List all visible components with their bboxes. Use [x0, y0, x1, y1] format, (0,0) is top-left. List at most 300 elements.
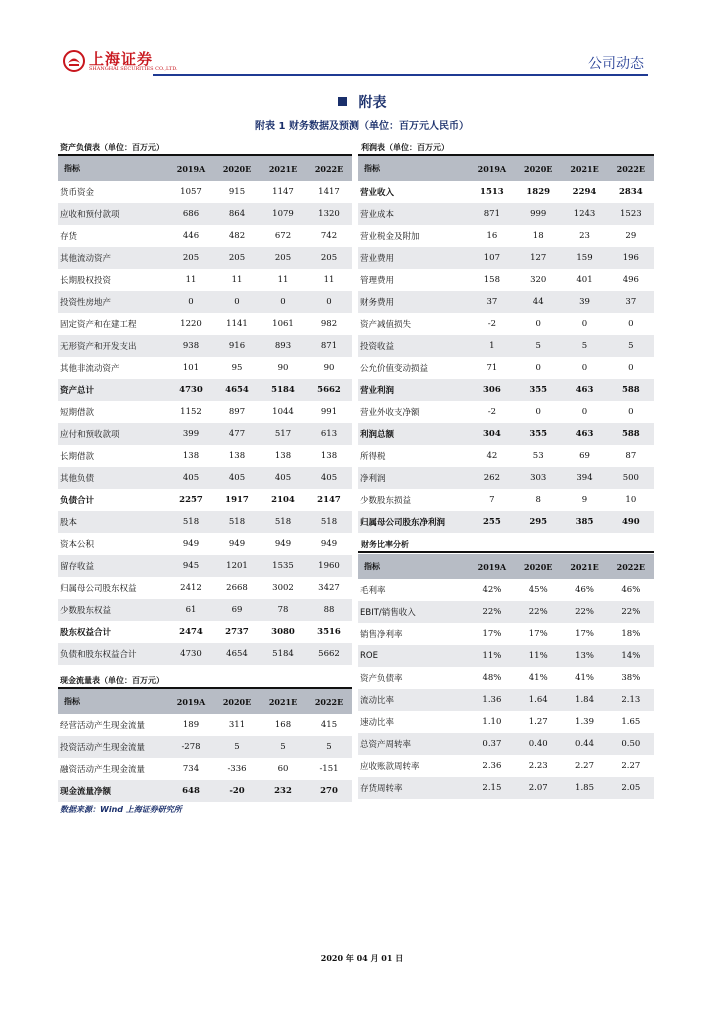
cell-value: 394: [561, 467, 607, 489]
cell-value: 2.07: [515, 777, 561, 799]
cell-value: 588: [608, 379, 654, 401]
cell-value: 3516: [317, 627, 341, 637]
row-label: 无形资产和开发支出: [58, 335, 168, 357]
table-row: [358, 291, 654, 313]
cell-value: 0: [581, 319, 588, 329]
table-row: [358, 733, 654, 755]
cell-value: 138: [228, 451, 246, 461]
cell-value: 949: [182, 539, 200, 549]
cell-value: 196: [608, 247, 654, 269]
appendix-heading: [0, 92, 724, 112]
cell-value: 0.44: [561, 733, 607, 755]
cell-value: 17%: [575, 629, 594, 639]
cell-value: 11: [185, 275, 197, 285]
cell-value: 518: [306, 511, 352, 533]
cell-value: 2834: [619, 187, 643, 197]
cell-value: 29: [625, 231, 637, 241]
cell-value: 17%: [482, 629, 502, 639]
cell-value: 42: [486, 451, 498, 461]
cell-value: 23: [579, 231, 590, 241]
logo-emblem-icon: [63, 50, 85, 72]
cell-value: 205: [260, 247, 306, 269]
cell-value: 2.05: [608, 777, 654, 799]
cell-value: 46%: [575, 585, 594, 595]
cell-value: 138: [182, 451, 200, 461]
cash-flow-table: [58, 689, 352, 802]
cell-value: 648: [168, 780, 214, 802]
cell-value: 5184: [260, 379, 306, 401]
cell-value: 5: [515, 335, 561, 357]
table-row: [58, 467, 352, 489]
table-row: [358, 423, 654, 445]
column-header-year: 2022E: [608, 554, 654, 579]
cell-value: 463: [561, 423, 607, 445]
table-row: [58, 401, 352, 423]
balance-sheet-title: 资产负债表（单位：百万元）: [60, 143, 164, 152]
cell-value: 189: [182, 720, 200, 730]
cell-value: 168: [274, 720, 292, 730]
cell-value: 518: [168, 511, 214, 533]
cell-value: 3080: [271, 627, 295, 637]
cell-value: 4730: [168, 379, 214, 401]
cell-value: 87: [625, 451, 637, 461]
row-label: 归属母公司股东净利润: [358, 511, 469, 533]
cell-value: 9: [581, 495, 588, 505]
cell-value: 270: [306, 780, 352, 802]
column-header-year: 2021E: [561, 156, 607, 181]
column-header-indicator: 指标: [58, 689, 168, 714]
table-row: [58, 357, 352, 379]
cell-value: 1.10: [482, 717, 502, 727]
cell-value: 303: [515, 467, 561, 489]
cell-value: 0.50: [608, 733, 654, 755]
column-header-year: 2021E: [561, 554, 607, 579]
cell-value: 11%: [515, 645, 561, 667]
report-type-title: 公司动态: [588, 56, 644, 72]
cell-value: 1.64: [515, 689, 561, 711]
cell-value: 11: [323, 275, 335, 285]
income-statement-table: [358, 156, 654, 533]
cell-value: 311: [228, 720, 246, 730]
cell-value: 1320: [306, 203, 352, 225]
table-row: [58, 269, 352, 291]
cell-value: 232: [260, 780, 306, 802]
table-header-row: [358, 554, 654, 579]
cell-value: 41%: [528, 673, 548, 683]
cell-value: 496: [622, 275, 639, 285]
cell-value: 22%: [515, 601, 561, 623]
cell-value: 1.65: [621, 717, 641, 727]
cell-value: 69: [214, 599, 260, 621]
table-row: [58, 225, 352, 247]
page-header: [58, 40, 648, 76]
row-label: 销售净利率: [360, 630, 403, 640]
cell-value: 22%: [469, 601, 515, 623]
cell-value: 1.39: [575, 717, 594, 727]
cell-value: 11: [277, 275, 289, 285]
cell-value: 0: [168, 291, 214, 313]
cell-value: 405: [306, 467, 352, 489]
cell-value: 3427: [318, 583, 340, 593]
cell-value: 5: [306, 736, 352, 758]
cell-value: 5: [260, 736, 306, 758]
column-header-year: 2019A: [469, 156, 515, 181]
cell-value: 101: [182, 363, 200, 373]
cell-value: 44: [515, 291, 561, 313]
row-label: 应收账款周转率: [360, 762, 420, 772]
table-row: [58, 577, 352, 599]
cell-value: 13%: [561, 645, 607, 667]
cell-value: 938: [168, 335, 214, 357]
cell-value: 2104: [271, 495, 295, 505]
cell-value: 41%: [575, 673, 594, 683]
cell-value: 2737: [225, 627, 249, 637]
row-label: 负债和股东权益合计: [58, 643, 168, 665]
cell-value: 0: [214, 291, 260, 313]
table-row: [358, 755, 654, 777]
table-row: [58, 489, 352, 511]
cell-value: 90: [277, 363, 289, 373]
row-label: 所得税: [360, 452, 386, 462]
cell-value: 5: [608, 335, 654, 357]
table-row: [58, 291, 352, 313]
cell-value: 2474: [179, 627, 203, 637]
row-label: 股本: [58, 511, 168, 533]
cell-value: 1513: [480, 187, 504, 197]
table-row: [358, 623, 654, 645]
cell-value: 2.27: [621, 761, 641, 771]
row-label: 速动比率: [360, 718, 395, 728]
row-label: 营业收入: [360, 188, 395, 198]
cell-value: 477: [214, 423, 260, 445]
cell-value: 1141: [226, 319, 248, 329]
row-label: 投资收益: [358, 335, 469, 357]
table-row: [358, 379, 654, 401]
cell-value: 138: [274, 451, 292, 461]
cell-value: 159: [561, 247, 607, 269]
cell-value: 0.37: [469, 733, 515, 755]
cell-value: 0: [535, 319, 541, 329]
row-label: ROE: [358, 645, 469, 667]
cell-value: 7: [489, 495, 495, 505]
cell-value: 1.85: [561, 777, 607, 799]
row-label: 留存收益: [58, 555, 168, 577]
cell-value: 39: [561, 291, 607, 313]
table-row: [58, 203, 352, 225]
cell-value: 4654: [214, 643, 260, 665]
cell-value: 69: [579, 451, 590, 461]
cell-value: 5662: [306, 643, 352, 665]
cell-value: 446: [182, 231, 200, 241]
cell-value: 18: [532, 231, 544, 241]
logo-text: 上海证券: [89, 50, 154, 68]
table-row: [358, 357, 654, 379]
table-row: [58, 714, 352, 736]
cell-value: 262: [469, 467, 515, 489]
cell-value: 11: [231, 275, 243, 285]
column-header-year: 2020E: [214, 156, 260, 181]
cell-value: 2668: [226, 583, 248, 593]
row-label: 资产总计: [58, 379, 168, 401]
cell-value: 2257: [179, 495, 203, 505]
table-row: [358, 269, 654, 291]
cell-value: 463: [561, 379, 607, 401]
row-label: 其他流动资产: [58, 247, 168, 269]
cell-value: 295: [515, 511, 561, 533]
table-row: [58, 423, 352, 445]
cell-value: 90: [323, 363, 335, 373]
cell-value: 864: [214, 203, 260, 225]
cell-value: 4730: [168, 643, 214, 665]
cell-value: 5662: [306, 379, 352, 401]
table-row: [358, 401, 654, 423]
row-label: 长期借款: [60, 452, 95, 462]
cell-value: 1829: [526, 187, 551, 197]
cell-value: 949: [274, 539, 292, 549]
table-row: [358, 511, 654, 533]
cell-value: 500: [608, 467, 654, 489]
cell-value: 991: [320, 407, 338, 417]
row-label: 应付和预收款项: [58, 423, 168, 445]
cell-value: 37: [608, 291, 654, 313]
table-row: [58, 181, 352, 203]
table-row: [358, 489, 654, 511]
cell-value: 871: [306, 335, 352, 357]
table-row: [58, 758, 352, 780]
cell-value: 107: [469, 247, 515, 269]
cell-value: 405: [260, 467, 306, 489]
cell-value: 399: [168, 423, 214, 445]
cell-value: 127: [515, 247, 561, 269]
logo-subtext: SHANGHAI SECURITIES CO.,LTD.: [89, 66, 178, 72]
cell-value: 4654: [214, 379, 260, 401]
cell-value: 482: [228, 231, 246, 241]
table-row: [358, 711, 654, 733]
cell-value: 613: [306, 423, 352, 445]
cell-value: 0: [535, 407, 541, 417]
cell-value: 5: [214, 736, 260, 758]
cell-value: -336: [227, 764, 247, 774]
table-row: [358, 313, 654, 335]
column-header-year: 2019A: [168, 156, 214, 181]
table-row: [358, 645, 654, 667]
cell-value: 999: [515, 203, 561, 225]
row-label: 归属母公司股东权益: [60, 584, 137, 594]
cell-value: 306: [469, 379, 515, 401]
cell-value: 355: [515, 379, 561, 401]
row-label: 净利润: [358, 467, 469, 489]
cell-value: 61: [168, 599, 214, 621]
row-label: 投资活动产生现金流量: [58, 736, 168, 758]
cash-flow-title: 现金流量表（单位：百万元）: [60, 676, 164, 685]
table-caption: 附表 1 财务数据及预测（单位：百万元人民币）: [255, 121, 469, 132]
table-row: [358, 225, 654, 247]
cell-value: 10: [625, 495, 637, 505]
table-header-row: [58, 156, 352, 181]
header-divider: [153, 74, 648, 76]
cell-value: 2.23: [528, 761, 548, 771]
cell-value: 158: [483, 275, 500, 285]
row-label: 财务费用: [358, 291, 469, 313]
cell-value: 518: [214, 511, 260, 533]
cell-value: 982: [320, 319, 338, 329]
cell-value: 1147: [272, 187, 294, 197]
table-row: [58, 247, 352, 269]
cell-value: 16: [486, 231, 498, 241]
cell-value: 14%: [608, 645, 654, 667]
cell-value: 48%: [482, 673, 502, 683]
table-row: [58, 736, 352, 758]
cell-value: 385: [561, 511, 607, 533]
cell-value: 518: [260, 511, 306, 533]
cell-value: 71: [486, 363, 498, 373]
cell-value: 588: [608, 423, 654, 445]
cell-value: 1.36: [469, 689, 515, 711]
row-label: 应收和预付款项: [58, 203, 168, 225]
balance-sheet-table: [58, 156, 352, 665]
cell-value: 1152: [180, 407, 202, 417]
cell-value: 0.40: [515, 733, 561, 755]
cell-value: 1201: [214, 555, 260, 577]
cell-value: 490: [608, 511, 654, 533]
cell-value: 88: [306, 599, 352, 621]
table-row: [358, 667, 654, 689]
row-label: 资产负债率: [360, 674, 403, 684]
table-row: [58, 533, 352, 555]
table-row: [58, 335, 352, 357]
cell-value: 0: [581, 363, 588, 373]
cell-value: 893: [260, 335, 306, 357]
table-row: [358, 203, 654, 225]
cell-value: 355: [515, 423, 561, 445]
cell-value: 0: [628, 407, 634, 417]
cell-value: 1523: [608, 203, 654, 225]
table-row: [58, 643, 352, 665]
cell-value: 1417: [318, 187, 340, 197]
row-label: 其他负债: [58, 467, 168, 489]
column-header-year: 2019A: [168, 689, 214, 714]
cell-value: 255: [469, 511, 515, 533]
row-label: 负债合计: [60, 496, 95, 506]
cell-value: 0: [306, 291, 352, 313]
column-header-year: 2020E: [515, 554, 561, 579]
column-header-indicator: 指标: [358, 156, 469, 181]
cell-value: 1960: [306, 555, 352, 577]
column-header-indicator: 指标: [358, 554, 469, 579]
cell-value: 0: [628, 363, 634, 373]
cell-value: 871: [469, 203, 515, 225]
row-label: 存货周转率: [358, 777, 469, 799]
cell-value: 949: [320, 539, 338, 549]
cell-value: -2: [487, 319, 497, 329]
cell-value: 949: [228, 539, 246, 549]
cell-value: 742: [320, 231, 338, 241]
cell-value: 897: [228, 407, 246, 417]
table-row: [358, 467, 654, 489]
cell-value: 686: [168, 203, 214, 225]
cell-value: 1057: [180, 187, 202, 197]
row-label: 长期股权投资: [60, 276, 112, 286]
row-label: 货币资金: [60, 188, 95, 198]
cell-value: 1: [469, 335, 515, 357]
cell-value: 2.13: [608, 689, 654, 711]
table-row: [358, 181, 654, 203]
cell-value: 1.84: [561, 689, 607, 711]
column-header-year: 2020E: [214, 689, 260, 714]
cell-value: 672: [274, 231, 292, 241]
row-label: 营业费用: [358, 247, 469, 269]
cell-value: 37: [469, 291, 515, 313]
cell-value: 415: [320, 720, 338, 730]
table-row: [358, 601, 654, 623]
cell-value: 0: [260, 291, 306, 313]
cell-value: 0: [581, 407, 588, 417]
section-divider: [358, 551, 654, 553]
row-label: 股东权益合计: [60, 628, 112, 638]
cell-value: 205: [306, 247, 352, 269]
cell-value: 1917: [225, 495, 249, 505]
cell-value: 0: [535, 363, 541, 373]
table-header-row: [358, 156, 654, 181]
table-row: [358, 579, 654, 601]
row-label: 资产减值损失: [360, 320, 412, 330]
row-label: 公允价值变动损益: [360, 364, 429, 374]
cell-value: 405: [168, 467, 214, 489]
square-bullet-icon: [338, 97, 347, 106]
cell-value: 17%: [528, 629, 548, 639]
cell-value: 304: [469, 423, 515, 445]
row-label: 营业利润: [358, 379, 469, 401]
data-source-note: 数据来源：Wind 上海证券研究所: [60, 805, 182, 814]
table-row: [58, 313, 352, 335]
row-label: 其他非流动资产: [60, 364, 120, 374]
row-label: EBIT/销售收入: [358, 601, 469, 623]
column-header-year: 2021E: [260, 689, 306, 714]
cell-value: 2294: [572, 187, 597, 197]
ratios-title: 财务比率分析: [361, 540, 409, 549]
cell-value: 1220: [180, 319, 202, 329]
row-label: 融资活动产生现金流量: [60, 765, 146, 775]
cell-value: -20: [214, 780, 260, 802]
table-row: [58, 780, 352, 802]
column-header-year: 2022E: [306, 689, 352, 714]
row-label: 经营活动产生现金流量: [60, 721, 146, 731]
row-label: 总资产周转率: [358, 733, 469, 755]
row-label: 少数股东权益: [58, 599, 168, 621]
column-header-year: 2022E: [306, 156, 352, 181]
table-row: [58, 555, 352, 577]
cell-value: 46%: [621, 585, 641, 595]
cell-value: 205: [214, 247, 260, 269]
row-label: 管理费用: [360, 276, 395, 286]
cell-value: 60: [277, 764, 289, 774]
ratios-table: [358, 554, 654, 799]
cell-value: 2.15: [469, 777, 515, 799]
cell-value: 1243: [561, 203, 607, 225]
row-label: 短期借款: [60, 408, 95, 418]
cell-value: -278: [168, 736, 214, 758]
cell-value: 8: [535, 495, 541, 505]
cell-value: 1044: [272, 407, 294, 417]
cell-value: 734: [182, 764, 200, 774]
cell-value: 53: [532, 451, 544, 461]
table-row: [58, 621, 352, 643]
cell-value: 1.27: [528, 717, 548, 727]
row-label: 利润总额: [358, 423, 469, 445]
row-label: 营业外收支净额: [360, 408, 420, 418]
cell-value: 1079: [260, 203, 306, 225]
table-row: [358, 689, 654, 711]
